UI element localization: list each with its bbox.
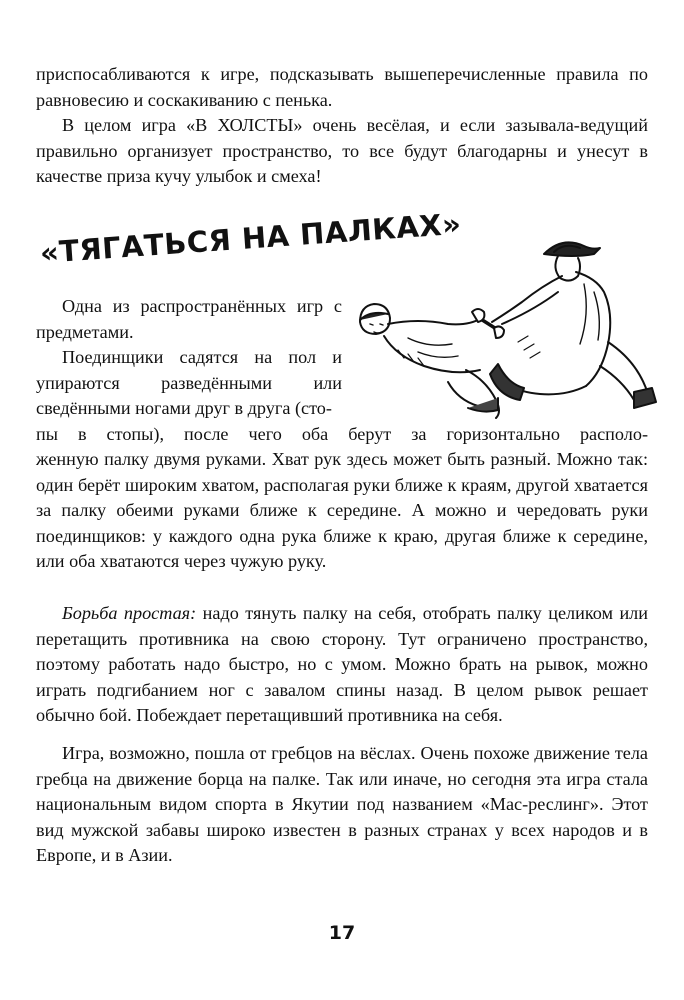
page-number: 17 [328, 922, 356, 944]
section-paragraph-4: Игра, возможно, пошла от гребцов на вёслах. Очень похоже движение тела гребца на движение борца на палке. Так или иначе, но сегодня эта игра стала национальным видом спорта в Якутии под названием «Мас-реслинг». Этот вид мужской забавы широко известен в разных странах у всех народов и в Европе, и в Азии. [36, 743, 648, 866]
intro-paragraph-2: В целом игра «В ХОЛСТЫ» очень весёлая, и если зазывала-ведущий правильно организует пространство, то все будут благодарны и унесут в качестве приза кучу улыбок и смеха! [36, 115, 648, 187]
section-paragraph-2-rest: женную палку двумя руками. Хват рук здесь может быть разный. Можно так: один берёт широким хватом, располагая руки ближе к краям, другой хватается за палку обеими руками ближе к середине. А можно и чередовать руки поединщиков: у каждого одна рука ближе к краю, другая ближе к середине, или оба хватаются через чужую руку. [36, 449, 648, 572]
intro-paragraph-1: приспосабливаются к игре, подсказывать вышеперечисленные правила по равновесию и соскакиванию с пенька. [36, 64, 648, 110]
section-paragraph-3 [36, 601, 648, 729]
section-paragraph-2-wrapped: Поединщики садятся на пол и упираются разведёнными или сведёнными ногами друг в друга (сто- [36, 347, 342, 419]
section-title: «ТЯГАТЬСЯ НА ПАЛКАХ» [38, 206, 463, 270]
section-paragraph-3-text: надо тянуть палку на себя, отобрать палку целиком или перетащить противника на свою сторону. Тут ограничено пространство, поэтому работать надо быстро, но с умом. Можно брать на рывок, можно играть подгибанием ног с завалом спины назад. В целом рывок решает обычно бой. Побеждает перетащивший противника на себя. [36, 603, 648, 726]
section-paragraph-2-line: пы в стопы), после чего оба берут за горизонтально располо- [36, 424, 648, 444]
stick-pulling-wrestlers-illustration [348, 232, 660, 422]
section-paragraph-1: Одна из распространённых игр с предметами. [36, 296, 342, 342]
section-paragraph-3-emphasis: Борьба простая: [62, 603, 197, 623]
